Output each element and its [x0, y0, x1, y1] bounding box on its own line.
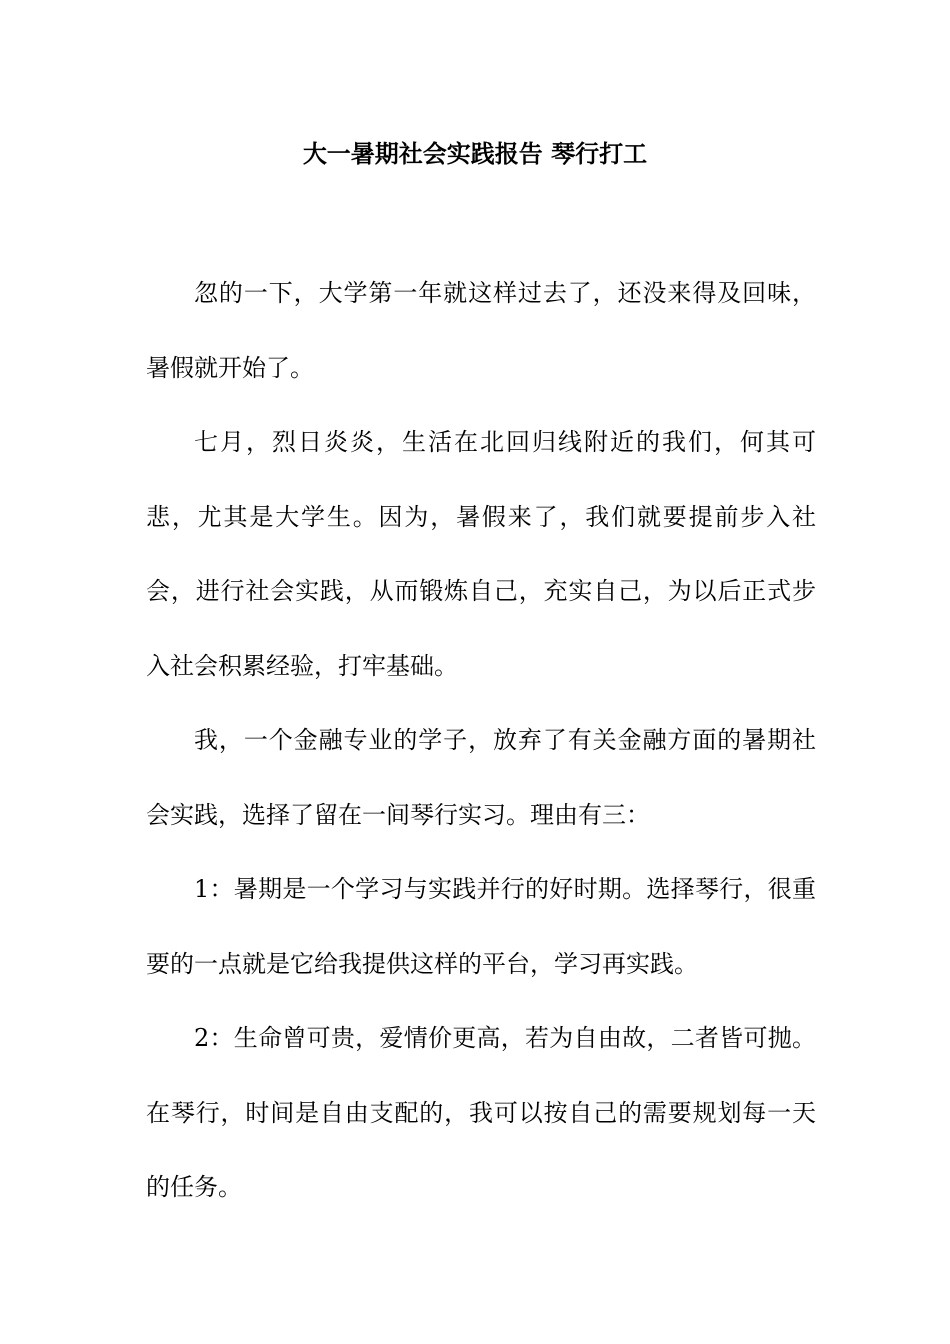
paragraph-4: 1：暑期是一个学习与实践并行的好时期。选择琴行，很重要的一点就是它给我提供这样的平台，学习再实践。: [146, 875, 816, 978]
paragraph-2: 七月，烈日炎炎，生活在北回归线附近的我们，何其可悲，尤其是大学生。因为，暑假来了，我们就要提前步入社会，进行社会实践，从而锻炼自己，充实自己，为以后正式步入社会积累经验，打牢基础。: [146, 428, 816, 680]
paragraph-5: 2：生命曾可贵，爱情价更高，若为自由故，二者皆可抛。在琴行，时间是自由支配的，我可以按自己的需要规划每一天的任务。: [146, 1024, 816, 1201]
document-body: [146, 256, 816, 1225]
document-title: 大一暑期社会实践报告 琴行打工: [302, 139, 648, 168]
paragraph-3: 我，一个金融专业的学子，放弃了有关金融方面的暑期社会实践，选择了留在一间琴行实习。理由有三：: [146, 726, 816, 829]
paragraph-1: 忽的一下，大学第一年就这样过去了，还没来得及回味，暑假就开始了。: [146, 279, 816, 382]
